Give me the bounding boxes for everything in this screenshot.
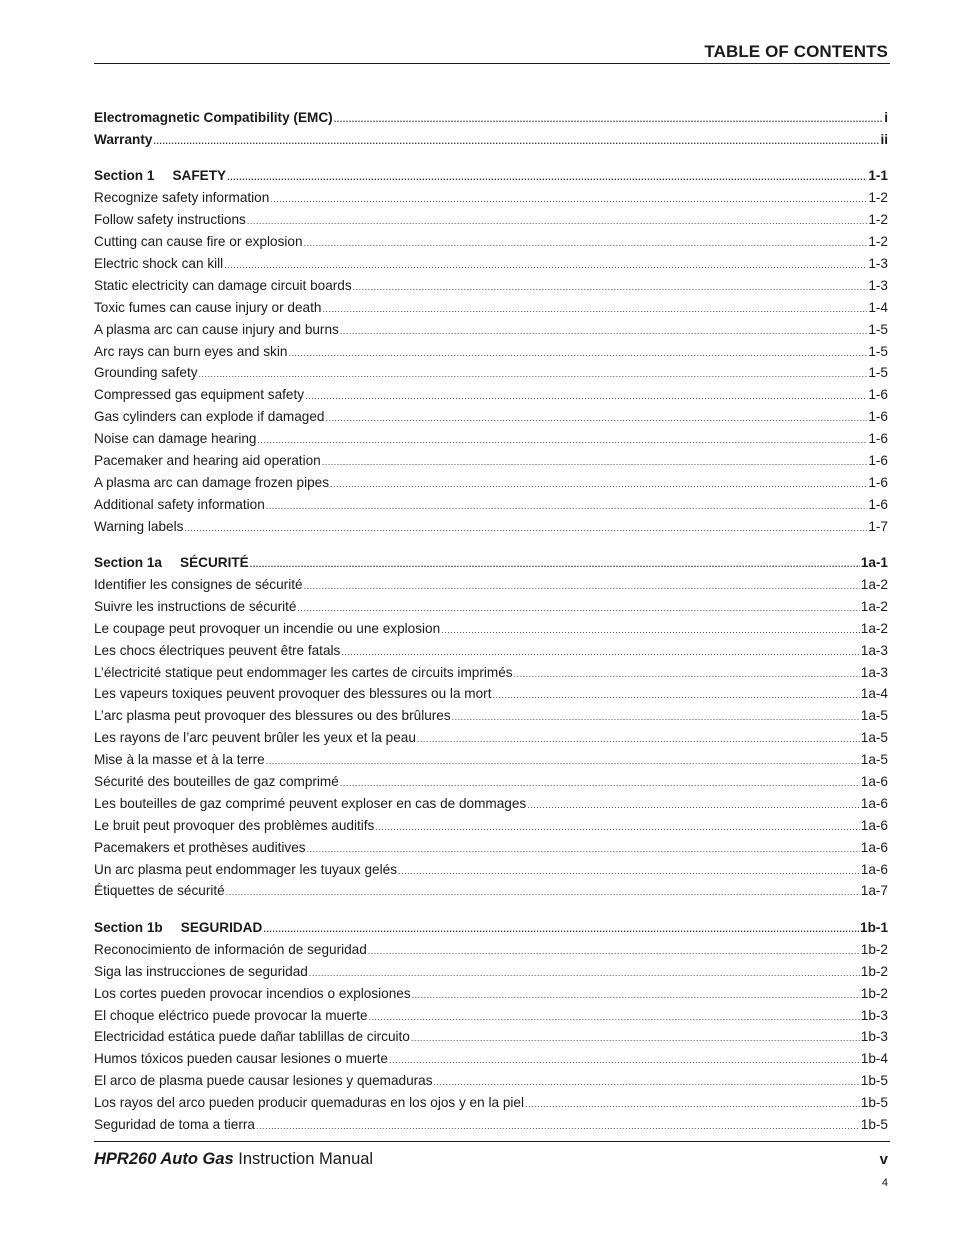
toc-entry-label: Static electricity can damage circuit boards [94,277,352,293]
dot-leader [389,1050,860,1070]
toc-entry[interactable] [94,793,888,815]
section-name: SAFETY [172,168,227,184]
toc-entry[interactable] [94,618,888,640]
sheet-number: 4 [881,1177,888,1189]
toc-entry[interactable] [94,275,888,297]
toc-entry-label: Arc rays can burn eyes and skin [94,343,288,359]
footer-manual: Instruction Manual [238,1150,374,1168]
dot-leader [434,1072,860,1092]
toc-entry-label: Identifier les consignes de sécurité [94,577,303,592]
toc-entry-page: 1b-2 [860,941,888,957]
dot-leader [266,496,868,516]
section-name: SEGURIDAD [180,919,263,935]
toc-entry-page: 1-6 [868,431,888,447]
toc-entry[interactable] [94,662,888,684]
toc-entry-label: El choque eléctrico puede provocar la muerte [94,1007,368,1023]
dot-leader [340,321,868,341]
footer-page-label: v [879,1151,888,1168]
dot-leader [247,211,867,231]
toc-entry-label: A plasma arc can cause injury and burns [94,321,339,337]
dot-leader [411,1028,860,1048]
toc-entry-page: 1-2 [868,190,888,206]
toc-entry-page: 1-6 [868,409,888,425]
dot-leader [514,664,860,684]
toc-entry-page: 1-6 [868,496,888,512]
footer-divider [94,1141,890,1142]
toc-entry-label: Toxic fumes can cause injury or death [94,299,322,315]
toc-entry-label: Grounding safety [94,365,198,381]
toc-entry[interactable] [94,1092,888,1114]
toc-entry-page: 1a-2 [860,577,888,592]
dot-leader [525,1094,860,1114]
toc-entry-page: 1a-2 [860,620,888,636]
dot-leader [270,189,867,209]
toc-entry-page: i [884,110,888,125]
dot-leader [199,364,868,384]
toc-entry-label: El arco de plasma puede causar lesiones y quemaduras [94,1073,433,1089]
toc-entry-label: Additional safety information [94,496,265,512]
toc-entry-label: A plasma arc can damage frozen pipes [94,474,330,490]
toc-entry-label: Étiquettes de sécurité [94,883,225,899]
dot-leader [341,642,859,662]
toc-entry-label: L’électricité statique peut endommager les cartes de circuits imprimés [94,664,513,680]
toc-entry[interactable] [94,961,888,983]
dot-leader [304,233,868,253]
dot-leader [452,707,860,727]
toc-entry-label: Reconocimiento de información de seguridad [94,941,367,957]
toc-entry-label: Pacemakers et prothèses auditives [94,839,306,855]
toc-entry[interactable] [94,939,888,961]
footer-model: HPR260 Auto Gas [94,1150,234,1168]
toc-entry[interactable] [94,749,888,771]
section-number: Section 1b [94,919,163,935]
toc-entry-page: 1-5 [868,321,888,337]
dot-leader [368,941,860,961]
toc-entry[interactable] [94,428,888,450]
toc-entry[interactable] [94,640,888,662]
toc-entry[interactable] [94,297,888,319]
toc-entry-page: 1a-6 [860,817,888,833]
toc-entry-label: Warranty [94,131,153,147]
toc-entry[interactable] [94,574,888,596]
toc-entry-page: 1b-5 [860,1116,888,1132]
toc-entry[interactable] [94,683,888,705]
dot-leader [369,1007,860,1027]
dot-leader [353,277,868,297]
toc-entry-page: 1-3 [868,255,888,271]
toc-entry-page: 1a-5 [860,708,888,724]
toc-entry-page: 1b-4 [860,1051,888,1067]
dot-leader [263,919,859,939]
header-divider [94,63,890,64]
dot-leader [441,620,860,640]
dot-leader [398,861,860,881]
section-number: Section 1a [94,555,162,571]
toc-entry-label: Compressed gas equipment safety [94,387,305,403]
dot-leader [375,817,859,837]
toc-entry-label: Siga las instrucciones de seguridad [94,963,308,979]
toc-entry[interactable] [94,384,888,406]
section-heading-label [94,917,262,939]
toc-entry-label: Le coupage peut provoquer un incendie ou une explosion [94,620,441,636]
toc-entry[interactable] [94,362,888,384]
toc-entry-label: Seguridad de toma a tierra [94,1116,255,1132]
toc-entry-page: 1a-3 [860,664,888,680]
toc-entry-page: 1b-2 [860,985,888,1001]
toc-entry[interactable] [94,1114,888,1136]
toc-entry-label: Les bouteilles de gaz comprimé peuvent exploser en cas de dommages [94,795,527,811]
toc-section-heading[interactable] [94,917,888,939]
dot-leader [304,576,860,596]
toc-entry-label: Electric shock can kill [94,255,224,271]
dot-leader [227,167,867,187]
section-heading-label [94,552,249,574]
toc-entry[interactable] [94,1048,888,1070]
toc-entry-label: Les chocs électriques peuvent être fatals [94,642,341,658]
toc-entry[interactable] [94,705,888,727]
toc-entry-page: 1a-4 [860,686,888,702]
toc-entry-label: Los cortes pueden provocar incendios o explosiones [94,985,411,1001]
toc-entry-page: 1a-5 [860,752,888,768]
toc-entry-label: Gas cylinders can explode if damaged [94,409,325,425]
toc-entry[interactable] [94,516,888,538]
toc-entry-label: Electricidad estática puede dañar tablillas de circuito [94,1029,410,1045]
toc-entry-label: Humos tóxicos pueden causar lesiones o muerte [94,1051,388,1067]
dot-leader [334,109,884,129]
toc-entry[interactable] [94,837,888,859]
toc-entry[interactable] [94,815,888,837]
toc-entry-label: Recognize safety information [94,190,270,206]
dot-leader [305,386,867,406]
toc-entry-label: L’arc plasma peut provoquer des blessures ou des brûlures [94,708,451,724]
toc-entry[interactable] [94,472,888,494]
toc-entry-label: Les rayons de l’arc peuvent brûler les yeux et la peau [94,730,416,746]
toc-entry-page: 1-2 [868,212,888,228]
toc-entry-label: Un arc plasma peut endommager les tuyaux gelés [94,861,397,877]
toc-entry[interactable] [94,406,888,428]
toc-entry-page: 1b-5 [860,1073,888,1089]
toc-entry[interactable] [94,596,888,618]
dot-leader [288,343,867,363]
section-heading-label [94,165,226,187]
toc-entry-page: 1a-6 [860,839,888,855]
dot-leader [340,773,860,793]
toc-entry-label: Le bruit peut provoquer des problèmes auditifs [94,817,375,833]
toc-entry-label: Warning labels [94,518,184,534]
dot-leader [322,299,867,319]
toc-entry-page: 1-6 [868,387,888,403]
dot-leader [224,255,867,275]
dot-leader [322,452,868,472]
section-page: 1a-1 [860,555,888,571]
toc-entry[interactable] [94,859,888,881]
toc-entry[interactable] [94,341,888,363]
toc-entry[interactable] [94,450,888,472]
toc-entry-page: 1-5 [868,343,888,359]
toc-entry-emc[interactable] [94,107,888,129]
toc-entry-label: Sécurité des bouteilles de gaz comprimé [94,774,339,790]
toc-entry-page: 1a-5 [860,730,888,746]
dot-leader [298,598,860,618]
toc-entry-warranty[interactable] [94,129,888,151]
toc-entry[interactable] [94,983,888,1005]
section-page: 1-1 [868,168,888,184]
toc-entry-page: 1-5 [868,365,888,381]
dot-leader [307,839,860,859]
toc-entry[interactable] [94,187,888,209]
toc-entry-label: Cutting can cause fire or explosion [94,234,303,250]
dot-leader [256,1116,860,1136]
toc-entry[interactable] [94,494,888,516]
footer-manual-title [94,1150,373,1169]
toc-entry[interactable] [94,319,888,341]
toc-entry-page: 1b-2 [860,963,888,979]
toc-entry[interactable] [94,231,888,253]
toc-entry[interactable] [94,209,888,231]
toc-entry-label: Mise à la masse et à la terre [94,752,265,768]
toc-entry-page: 1b-3 [860,1007,888,1023]
toc-entry-page: 1-7 [868,518,888,534]
dot-leader [153,131,879,151]
toc-entry[interactable] [94,1026,888,1048]
toc-entry-page: 1a-7 [860,883,888,899]
toc-entry-page: 1-6 [868,474,888,490]
toc-entry-page: 1a-6 [860,795,888,811]
section-page: 1b-1 [860,919,888,935]
toc-entry[interactable] [94,771,888,793]
toc-entry[interactable] [94,1005,888,1027]
page-title: TABLE OF CONTENTS [704,42,888,61]
table-of-contents [94,107,888,1136]
toc-entry-page: ii [880,131,888,147]
dot-leader [266,751,860,771]
dot-leader [412,985,860,1005]
toc-entry-label: Follow safety instructions [94,212,246,228]
toc-entry-page: 1b-5 [860,1095,888,1111]
dot-leader [226,882,860,902]
section-number: Section 1 [94,168,155,184]
toc-section-heading[interactable] [94,552,888,574]
toc-entry-label: Noise can damage hearing [94,431,257,447]
toc-entry-page: 1b-3 [860,1029,888,1045]
toc-entry[interactable] [94,880,888,902]
toc-entry-label: Los rayos del arco pueden producir quemaduras en los ojos y en la piel [94,1095,524,1111]
dot-leader [527,795,860,815]
dot-leader [417,729,860,749]
toc-entry[interactable] [94,727,888,749]
toc-section-heading[interactable] [94,165,888,187]
toc-entry-page: 1a-2 [860,598,888,614]
dot-leader [325,408,867,428]
toc-entry-label: Electromagnetic Compatibility (EMC) [94,110,333,125]
dot-leader [250,554,860,574]
dot-leader [309,963,860,983]
toc-entry-page: 1a-6 [860,774,888,790]
toc-entry-label: Les vapeurs toxiques peuvent provoquer des blessures ou la mort [94,686,492,702]
dot-leader [330,474,867,494]
toc-entry-page: 1-2 [868,234,888,250]
toc-entry-label: Pacemaker and hearing aid operation [94,452,321,468]
toc-entry[interactable] [94,1070,888,1092]
toc-entry[interactable] [94,253,888,275]
dot-leader [257,430,867,450]
section-name: SÉCURITÉ [180,555,249,571]
toc-entry-page: 1a-6 [860,861,888,877]
toc-entry-page: 1-3 [868,277,888,293]
dot-leader [492,685,859,705]
toc-entry-label: Suivre les instructions de sécurité [94,598,297,614]
toc-entry-page: 1-6 [868,452,888,468]
dot-leader [184,518,867,538]
toc-sections [94,165,888,1135]
toc-entry-page: 1a-3 [860,642,888,658]
toc-entry-page: 1-4 [868,299,888,315]
